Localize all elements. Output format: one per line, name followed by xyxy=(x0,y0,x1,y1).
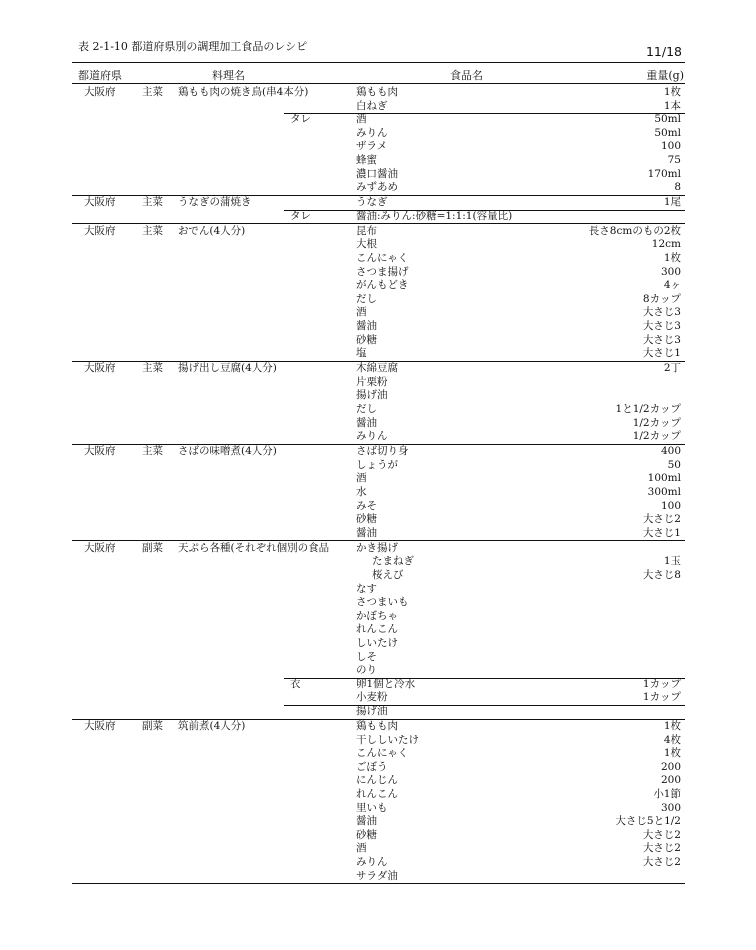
weight-cell: 1と1/2カップ xyxy=(615,403,681,415)
page-number: 11/18 xyxy=(645,44,682,59)
food-name-cell: ザラメ xyxy=(356,140,388,153)
weight-cell: 大さじ1 xyxy=(642,526,681,539)
food-name-cell: 鶏もも肉 xyxy=(356,720,398,732)
prefecture-cell: 大阪府 xyxy=(84,224,116,237)
food-name-cell: れんこん xyxy=(356,788,398,800)
weight-cell: 大さじ3 xyxy=(642,306,681,319)
prefecture-cell: 大阪府 xyxy=(84,196,116,209)
category-cell: 主菜 xyxy=(142,196,163,209)
table-caption: 表 2-1-10 都道府県別の調理加工食品のレシピ xyxy=(78,40,308,53)
food-name-cell: こんにゃく xyxy=(356,747,409,760)
weight-cell: 長さ8cmのもの2枚 xyxy=(588,224,681,237)
weight-cell: 300 xyxy=(660,265,681,278)
food-name-cell: みりん xyxy=(356,856,388,868)
weight-cell: 100 xyxy=(660,140,681,153)
food-name-cell: 醤油 xyxy=(356,526,377,539)
sub-label-cell: 衣 xyxy=(290,677,301,690)
weight-cell: 100 xyxy=(660,499,681,512)
food-name-cell: れんこん xyxy=(356,623,398,636)
header-food-name: 食品名 xyxy=(450,69,483,82)
prefecture-cell: 大阪府 xyxy=(84,86,116,98)
food-name-cell: ごぼう xyxy=(356,760,388,773)
food-name-cell: なす xyxy=(356,582,377,595)
weight-cell: 1カップ xyxy=(642,677,681,690)
food-name-cell: 醤油 xyxy=(356,815,377,828)
weight-cell: 75 xyxy=(667,154,681,166)
food-name-cell: 酒 xyxy=(356,472,367,485)
weight-cell: 大さじ3 xyxy=(642,333,681,346)
category-cell: 副菜 xyxy=(142,720,163,732)
sub-group-rule xyxy=(284,705,685,706)
sub-group-rule xyxy=(284,113,685,114)
food-name-cell: 水 xyxy=(356,486,367,498)
weight-cell: 8 xyxy=(674,181,681,194)
weight-cell: 200 xyxy=(660,774,681,787)
food-name-cell: たまねぎ xyxy=(372,555,414,568)
weight-cell: 2丁 xyxy=(663,362,681,375)
food-name-cell: 木綿豆腐 xyxy=(356,362,398,375)
weight-cell: 50ml xyxy=(654,113,681,126)
header-weight: 重量(g) xyxy=(646,69,684,82)
weight-cell: 400 xyxy=(660,445,681,458)
food-name-cell: こんにゃく xyxy=(356,252,409,264)
weight-cell: 50 xyxy=(667,458,681,471)
prefecture-cell: 大阪府 xyxy=(84,362,116,375)
category-cell: 主菜 xyxy=(142,224,163,237)
weight-cell: 1枚 xyxy=(663,86,681,98)
food-name-cell: サラダ油 xyxy=(356,869,398,882)
food-name-cell: だし xyxy=(356,403,377,415)
dish-name-cell: さばの味噌煮(4人分) xyxy=(178,445,277,458)
food-name-cell: みりん xyxy=(356,430,388,443)
weight-cell: 1枚 xyxy=(663,747,681,760)
food-name-cell: 干ししいたけ xyxy=(356,733,419,746)
weight-cell: 50ml xyxy=(654,126,681,139)
dish-name-cell: 天ぷら各種(それぞれ個別の食品 xyxy=(178,541,330,554)
food-name-cell: 砂糖 xyxy=(356,333,377,346)
dish-name-cell: 揚げ出し豆腐(4人分) xyxy=(178,362,277,375)
food-name-cell: 昆布 xyxy=(356,224,377,237)
food-name-cell: 酒 xyxy=(356,842,367,855)
food-name-cell: 醤油 xyxy=(356,416,377,429)
weight-cell: 大さじ5と1/2 xyxy=(615,815,681,828)
food-name-cell: 砂糖 xyxy=(356,828,377,841)
weight-cell: 1/2カップ xyxy=(632,416,681,429)
food-name-cell: みずあめ xyxy=(356,181,398,194)
food-name-cell: 蜂蜜 xyxy=(356,154,377,166)
food-name-cell: 卵1個と冷水 xyxy=(356,677,416,690)
weight-cell: 1カップ xyxy=(642,691,681,704)
food-name-cell: 白ねぎ xyxy=(356,99,388,112)
food-name-cell: 桜えび xyxy=(372,569,404,581)
weight-cell: 大さじ2 xyxy=(642,828,681,841)
category-cell: 主菜 xyxy=(142,445,163,458)
weight-cell: 大さじ8 xyxy=(642,569,681,581)
food-name-cell: しょうが xyxy=(356,458,398,471)
weight-cell: 300 xyxy=(660,801,681,814)
weight-cell: 1/2カップ xyxy=(632,430,681,443)
food-name-cell: がんもどき xyxy=(356,279,409,292)
weight-cell: 100ml xyxy=(647,472,681,485)
sub-group-rule xyxy=(284,678,685,679)
food-name-cell: にんじん xyxy=(356,774,398,787)
weight-cell: 4ヶ xyxy=(663,279,681,292)
weight-cell: 小1節 xyxy=(653,788,681,800)
food-name-cell: うなぎ xyxy=(356,196,388,209)
header-dish-name: 料理名 xyxy=(212,69,245,82)
food-name-cell: かき揚げ xyxy=(356,541,398,554)
dish-name-cell: 筑前煮(4人分) xyxy=(178,720,246,732)
food-name-cell: しそ xyxy=(356,650,377,663)
weight-cell: 1枚 xyxy=(663,720,681,732)
food-name-cell: 鶏もも肉 xyxy=(356,86,398,98)
food-name-cell: 醤油:みりん:砂糖=1:1:1(容量比) xyxy=(356,209,513,222)
food-name-cell: 酒 xyxy=(356,306,367,319)
weight-cell: 8カップ xyxy=(642,292,681,305)
food-name-cell: 里いも xyxy=(356,801,388,814)
sub-label-cell: タレ xyxy=(290,209,311,222)
food-name-cell: 揚げ油 xyxy=(356,389,388,402)
weight-cell: 1玉 xyxy=(663,555,681,568)
food-name-cell: 揚げ油 xyxy=(356,705,388,717)
prefecture-cell: 大阪府 xyxy=(84,720,116,732)
dish-name-cell: おでん(4人分) xyxy=(178,224,246,237)
weight-cell: 1枚 xyxy=(663,252,681,264)
weight-cell: 大さじ2 xyxy=(642,842,681,855)
food-name-cell: 大根 xyxy=(356,238,377,251)
food-name-cell: 片栗粉 xyxy=(356,375,388,388)
sub-label-cell: タレ xyxy=(290,113,311,126)
food-name-cell: しいたけ xyxy=(356,637,398,649)
weight-cell: 1本 xyxy=(663,99,681,112)
food-name-cell: 砂糖 xyxy=(356,513,377,526)
category-cell: 副菜 xyxy=(142,541,163,554)
food-name-cell: 酒 xyxy=(356,113,367,126)
food-name-cell: のり xyxy=(356,664,377,677)
weight-cell: 200 xyxy=(660,760,681,773)
food-name-cell: さつまいも xyxy=(356,596,409,609)
prefecture-cell: 大阪府 xyxy=(84,445,116,458)
dish-name-cell: うなぎの蒲焼き xyxy=(178,196,252,209)
food-name-cell: 塩 xyxy=(356,347,367,360)
food-name-cell: みそ xyxy=(356,499,377,512)
weight-cell: 大さじ2 xyxy=(642,513,681,526)
food-name-cell: さつま揚げ xyxy=(356,265,409,278)
weight-cell: 大さじ1 xyxy=(642,347,681,360)
food-name-cell: みりん xyxy=(356,126,388,139)
food-name-cell: だし xyxy=(356,292,377,305)
header-prefecture: 都道府県 xyxy=(78,69,122,82)
weight-cell: 170ml xyxy=(647,167,681,180)
weight-cell: 12cm xyxy=(651,238,681,251)
weight-cell: 4枚 xyxy=(663,733,681,746)
category-cell: 主菜 xyxy=(142,362,163,375)
food-name-cell: 小麦粉 xyxy=(356,691,388,704)
group-bottom-rule xyxy=(72,883,685,884)
weight-cell: 1尾 xyxy=(663,196,681,209)
prefecture-cell: 大阪府 xyxy=(84,541,116,554)
weight-cell: 大さじ3 xyxy=(642,320,681,332)
weight-cell: 300ml xyxy=(647,486,681,498)
food-name-cell: さば切り身 xyxy=(356,445,409,458)
category-cell: 主菜 xyxy=(142,86,163,98)
dish-name-cell: 鶏もも肉の焼き鳥(串4本分) xyxy=(178,86,309,98)
weight-cell: 大さじ2 xyxy=(642,856,681,868)
food-name-cell: かぼちゃ xyxy=(356,609,398,622)
food-name-cell: 濃口醤油 xyxy=(356,167,398,180)
food-name-cell: 醤油 xyxy=(356,320,377,332)
